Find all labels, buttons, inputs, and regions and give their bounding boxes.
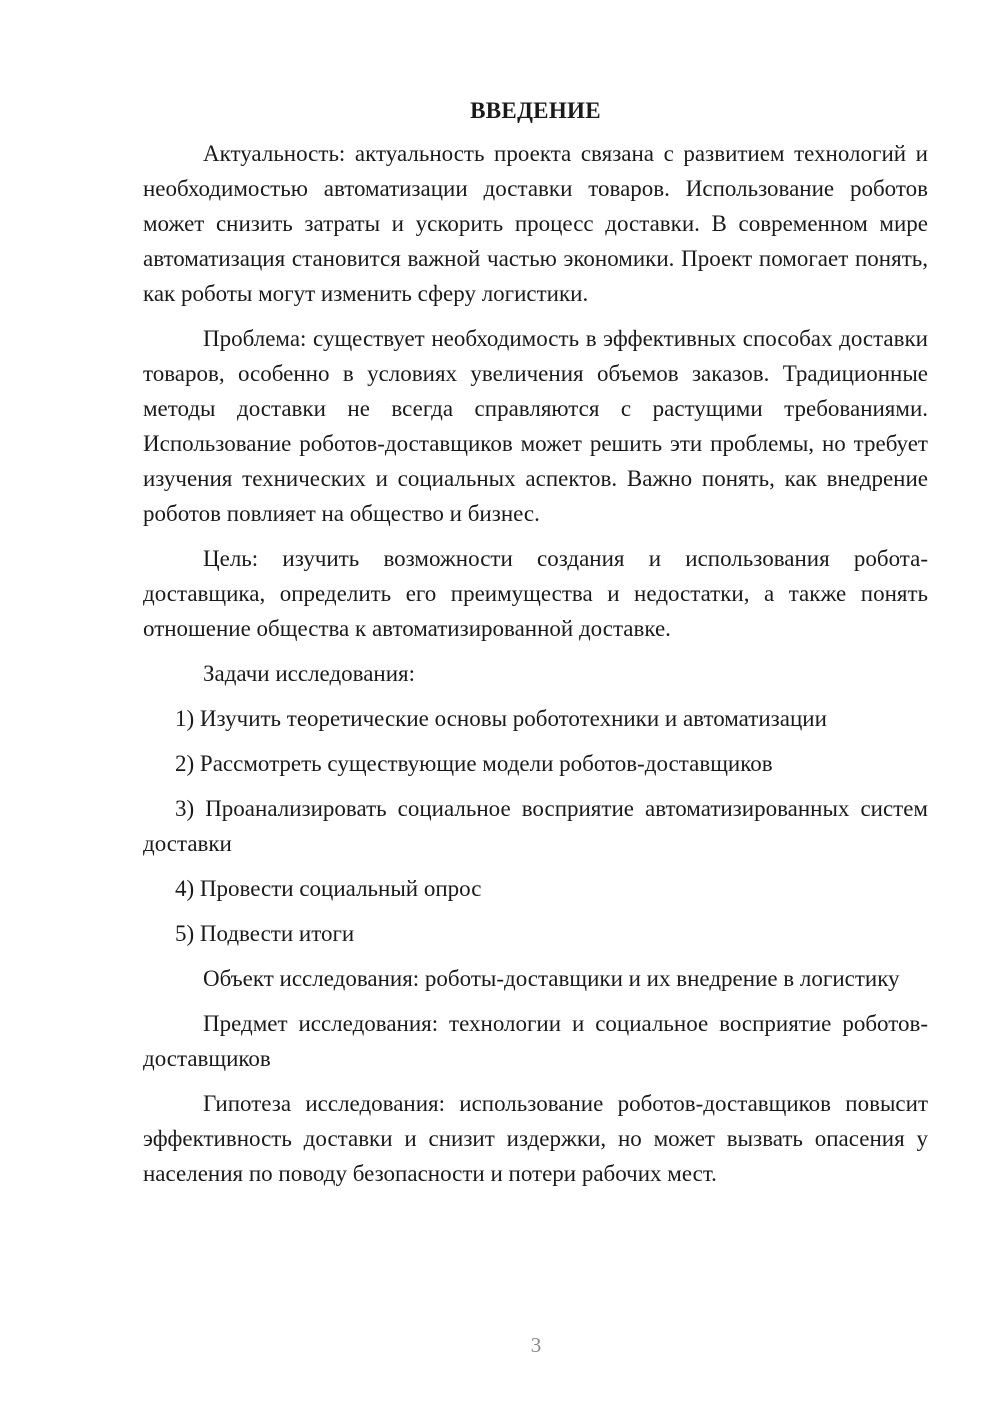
paragraph-object: Объект исследования: роботы-доставщики и их внедрение в логистику [203,966,900,991]
task-item-4: 4) Провести социальный опрос [175,876,482,901]
paragraph-problem: Проблема: существует необходимость в эффективных способах доставки товаров, особенно в условиях увеличения объемов заказов. Традиционные методы доставки не всегда справляются с растущими требованиями. Использование роботов-доставщиков может решить эти проблемы, но требует изучения технических и социальных аспектов. Важно понять, как внедрение роботов повлияет на общество и бизнес. [143,326,928,526]
task-item-3: 3) Проанализировать социальное восприятие автоматизированных систем доставки [143,796,928,856]
tasks-heading: Задачи исследования: [203,661,416,686]
paragraph-subject: Предмет исследования: технологии и социальное восприятие роботов-доставщиков [143,1011,928,1071]
page-number: 3 [530,1333,542,1357]
page-title: ВВЕДЕНИЕ [470,98,601,123]
paragraph-goal: Цель: изучить возможности создания и использования робота-доставщика, определить его преимущества и недостатки, а также понять отношение общества к автоматизированной доставке. [143,546,928,641]
paragraph-relevance: Актуальность: актуальность проекта связана с развитием технологий и необходимостью автоматизации доставки товаров. Использование роботов может снизить затраты и ускорить процесс доставки. В современном мире автоматизация становится важной частью экономики. Проект помогает понять, как роботы могут изменить сферу логистики. [143,141,928,306]
task-item-5: 5) Подвести итоги [175,921,355,946]
paragraph-hypothesis: Гипотеза исследования: использование роботов-доставщиков повысит эффективность доставки и снизит издержки, но может вызвать опасения у населения по поводу безопасности и потери рабочих мест. [143,1091,928,1186]
document-body [143,93,928,1201]
task-item-1: 1) Изучить теоретические основы робототехники и автоматизации [175,706,827,731]
task-item-2: 2) Рассмотреть существующие модели роботов-доставщиков [175,751,773,776]
